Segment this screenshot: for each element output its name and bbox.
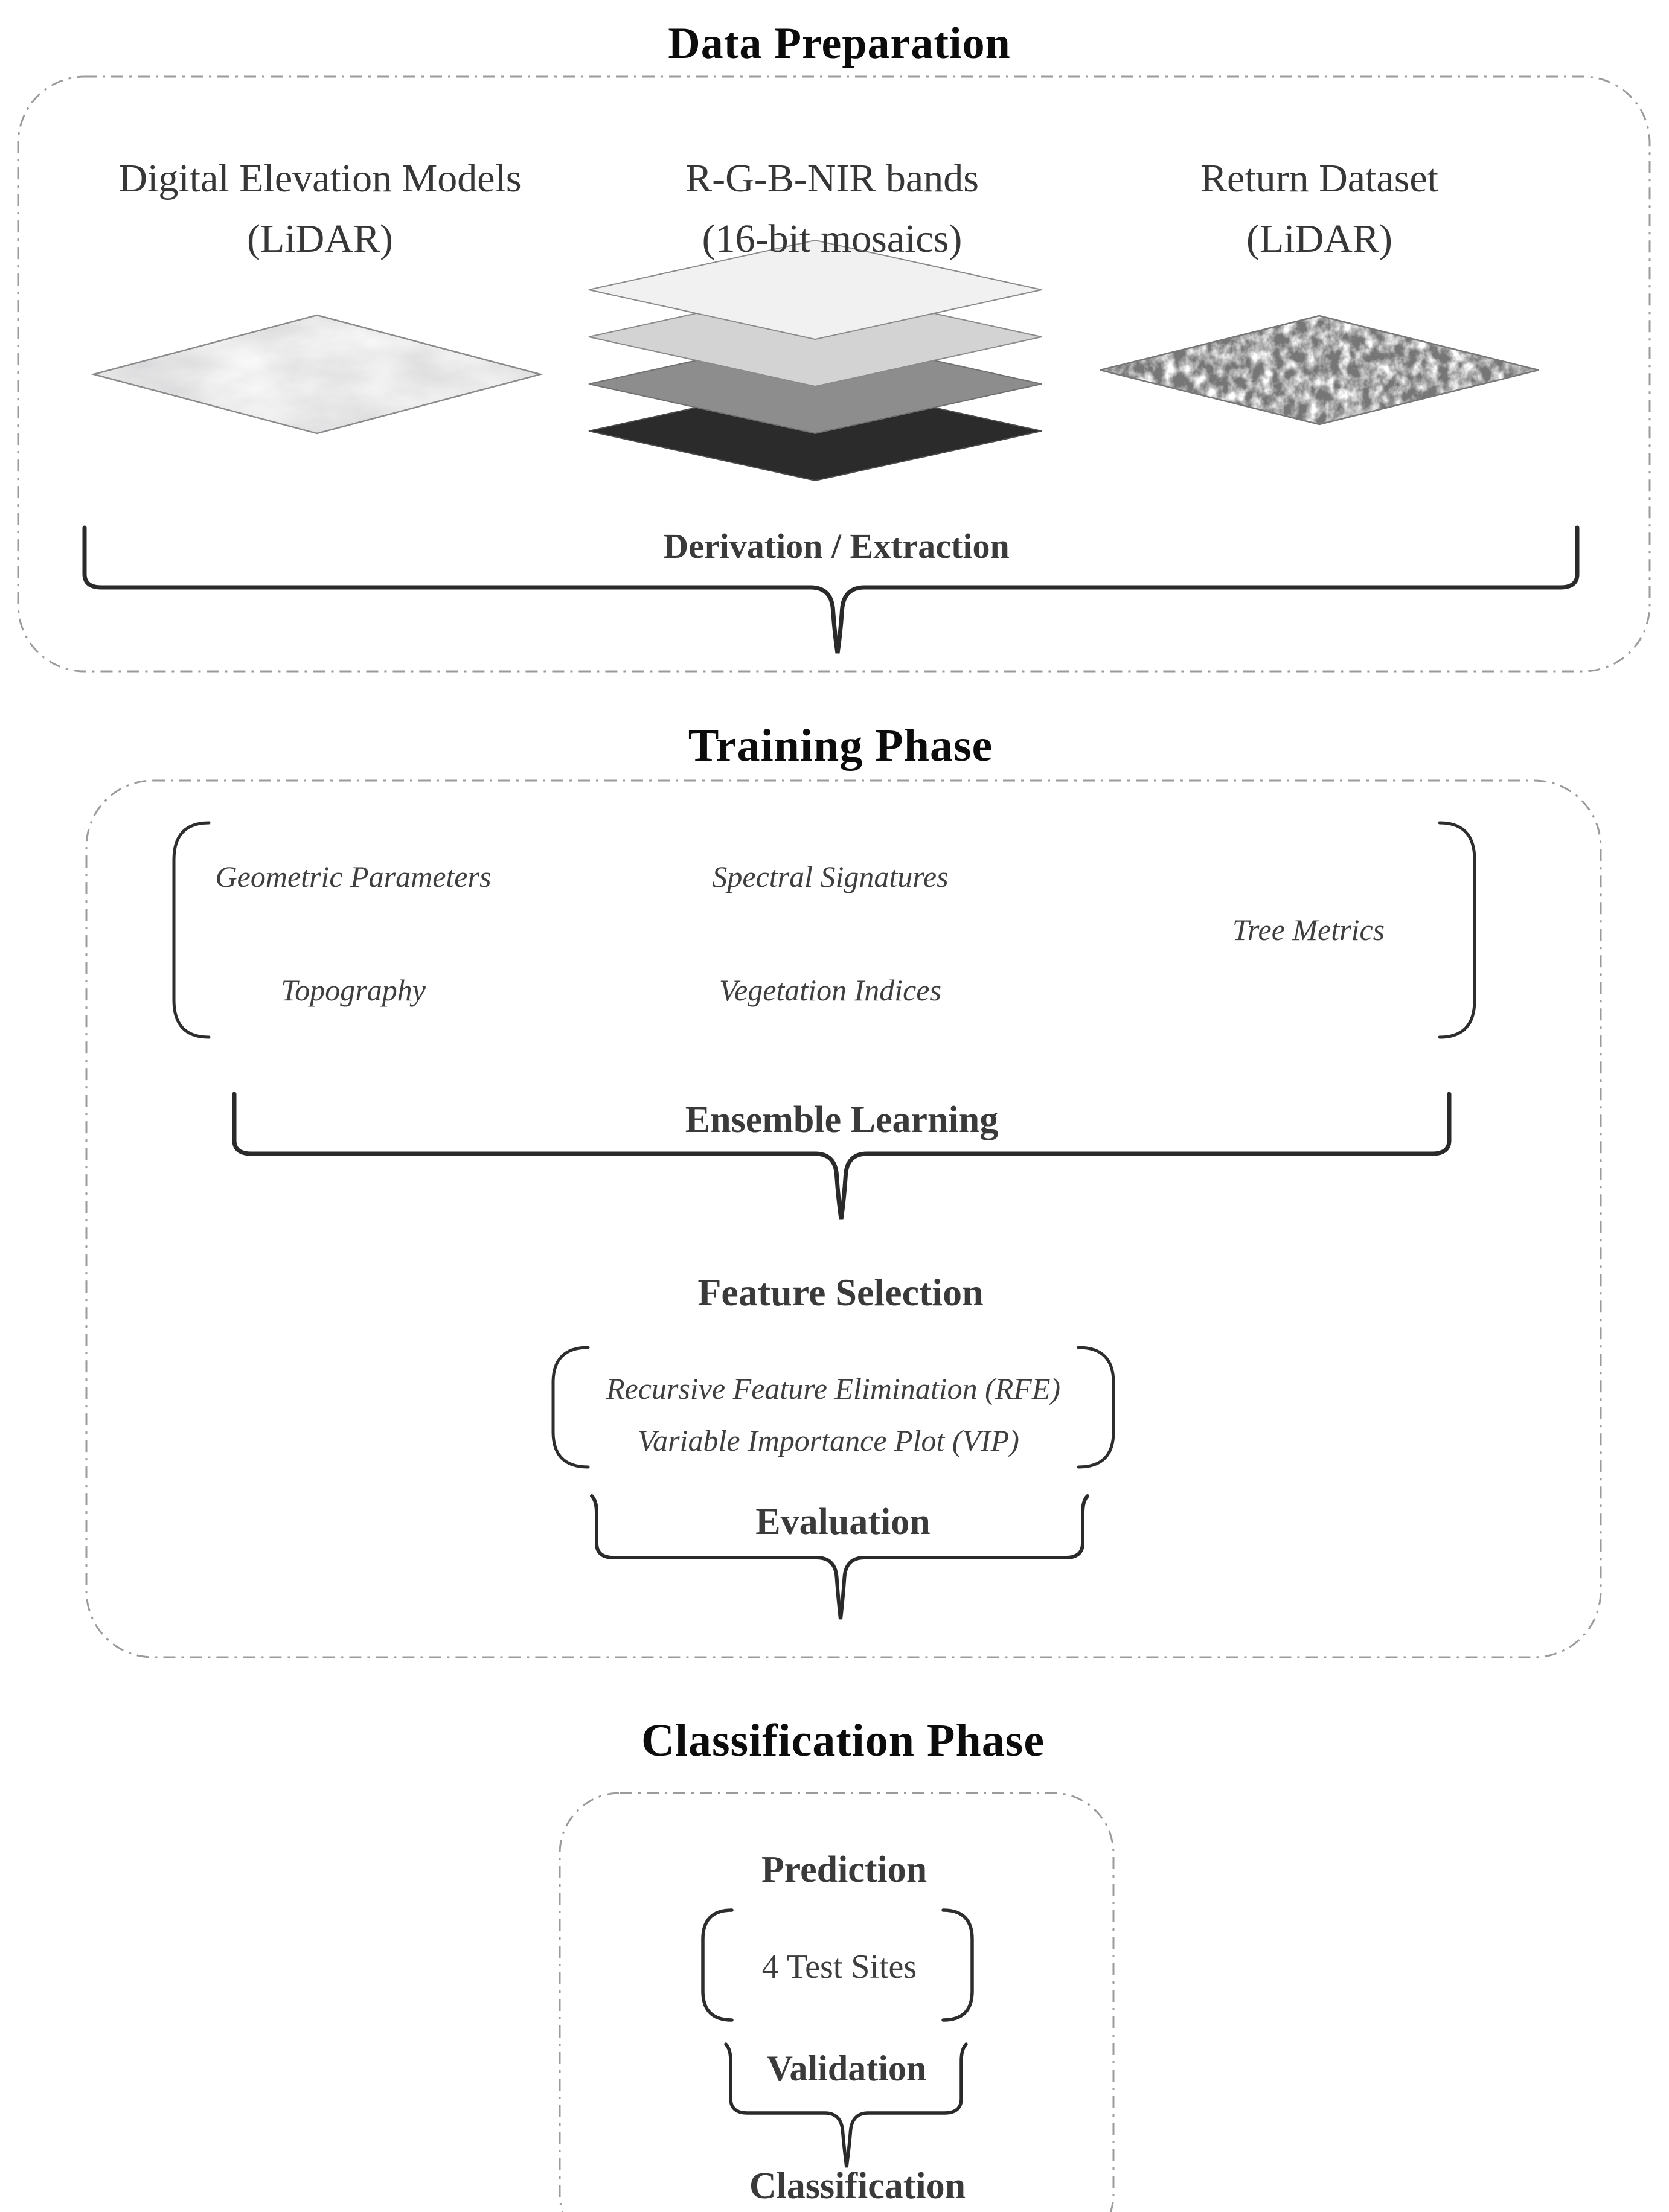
validation-label: Validation	[766, 2048, 927, 2088]
dem-column-label	[48, 149, 592, 269]
feature-tree-metrics: Tree Metrics	[1232, 913, 1385, 947]
feature-geometric-parameters: Geometric Parameters	[215, 860, 492, 893]
evaluation-label: Evaluation	[755, 1501, 931, 1542]
feature-selection-item-vip: Variable Importance Plot (VIP)	[638, 1424, 1019, 1457]
feature-spectral-signatures: Spectral Signatures	[712, 860, 949, 893]
training-phase-title: Training Phase	[688, 720, 993, 771]
feature-selection-item-rfe: Recursive Feature Elimination (RFE)	[606, 1372, 1061, 1405]
return-dataset-column-label	[1048, 149, 1591, 269]
return-dataset-diamond-icon	[1097, 312, 1542, 429]
feature-topography: Topography	[281, 973, 426, 1007]
rgb-nir-stack-icon	[589, 240, 1042, 481]
rgb-nir-column-label	[560, 149, 1104, 269]
classification-phase-title: Classification Phase	[641, 1715, 1045, 1766]
test-sites-label: 4 Test Sites	[761, 1948, 917, 1986]
return-dataset-column-line1: Return Dataset	[1200, 156, 1439, 200]
return-dataset-column-line2: (LiDAR)	[1246, 217, 1392, 261]
derivation-extraction-label: Derivation / Extraction	[663, 526, 1010, 566]
classification-label: Classification	[749, 2166, 966, 2207]
dem-column-line1: Digital Elevation Models	[118, 156, 522, 200]
feature-selection-title: Feature Selection	[697, 1271, 984, 1314]
feature-vegetation-indices: Vegetation Indices	[719, 973, 941, 1007]
dem-diamond-icon	[91, 311, 543, 439]
dem-column-line2: (LiDAR)	[247, 217, 393, 261]
ensemble-learning-label: Ensemble Learning	[685, 1099, 999, 1140]
rgb-nir-column-line2: (16-bit mosaics)	[702, 217, 963, 261]
prediction-label: Prediction	[761, 1849, 927, 1890]
data-preparation-title: Data Preparation	[668, 19, 1011, 68]
rgb-nir-column-line1: R-G-B-NIR bands	[685, 156, 979, 200]
